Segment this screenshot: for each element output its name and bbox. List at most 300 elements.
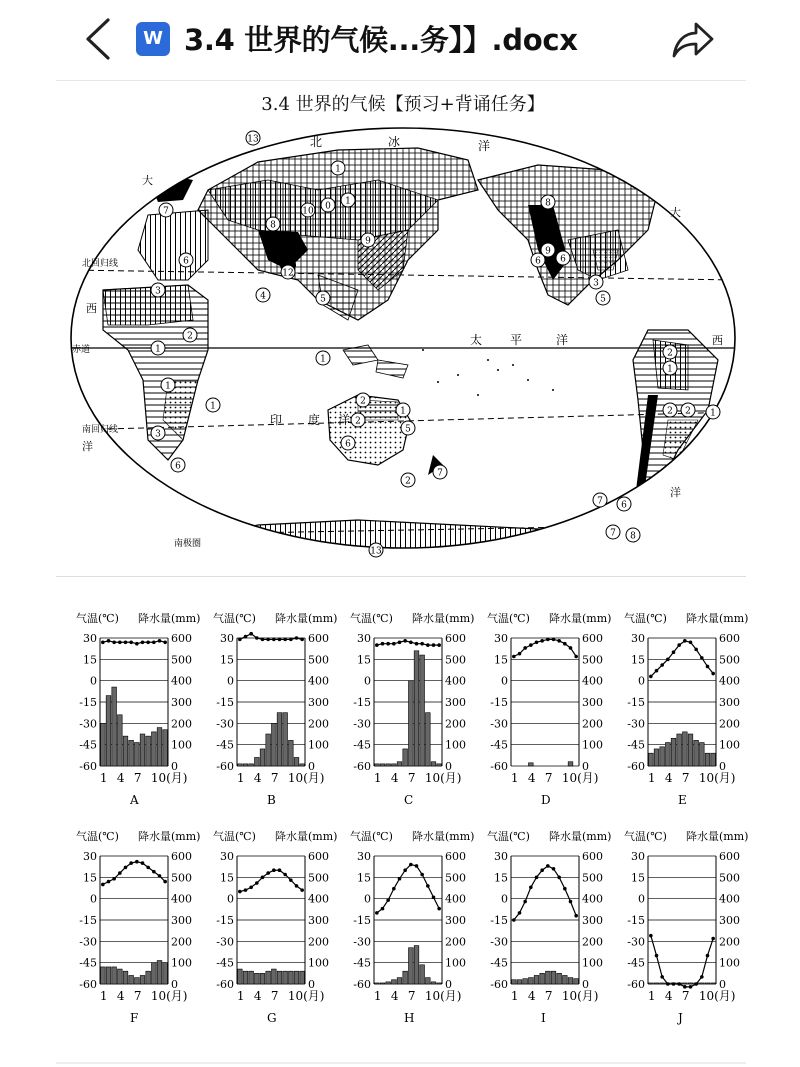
precip-bar	[568, 762, 573, 766]
ocean-sw-label: 洋	[82, 440, 93, 453]
precip-bar	[266, 971, 271, 984]
precip-tick: 400	[445, 674, 466, 688]
antarctic-circle-label: 南极圈	[174, 539, 202, 549]
temperature-point	[146, 866, 150, 870]
month-tick: 10(月)	[287, 989, 325, 1003]
temp-tick: 0	[501, 892, 508, 906]
svg-text:1: 1	[710, 408, 716, 419]
precip-bar	[272, 969, 277, 984]
precip-bar	[437, 983, 442, 984]
precip-tick: 200	[719, 717, 740, 731]
temp-tick: -15	[216, 914, 234, 927]
temp-tick: -60	[216, 760, 234, 773]
precip-tick: 400	[308, 892, 329, 906]
atlantic-big-east-label: 大	[670, 206, 681, 219]
precip-bar	[409, 948, 414, 984]
temp-axis-title: 气温(℃)	[213, 830, 256, 843]
temperature-point	[700, 656, 704, 660]
precip-bar	[705, 983, 710, 984]
temp-axis-title: 气温(℃)	[624, 612, 667, 625]
month-tick: 7	[270, 771, 279, 785]
precip-tick: 200	[719, 935, 740, 949]
precip-tick: 100	[719, 956, 740, 970]
precip-bar	[688, 983, 693, 984]
map-marker-33	[617, 497, 631, 511]
map-marker-27	[541, 195, 555, 209]
temp-tick: -30	[627, 935, 645, 949]
temperature-point	[420, 642, 424, 646]
precip-bar	[386, 764, 391, 766]
temperature-point	[163, 640, 167, 644]
month-tick: 1	[99, 771, 108, 785]
map-marker-4	[266, 217, 280, 231]
precip-bar	[557, 973, 562, 984]
precip-bar	[700, 743, 705, 766]
precip-bar	[437, 764, 442, 766]
temp-tick: -45	[490, 738, 508, 752]
precip-tick: 400	[719, 892, 740, 906]
share-button[interactable]	[664, 16, 716, 64]
precip-tick: 600	[445, 850, 466, 863]
precip-tick: 100	[445, 738, 466, 752]
temperature-point	[152, 640, 156, 644]
temperature-point	[255, 881, 259, 885]
temp-axis-title: 气温(℃)	[487, 612, 530, 625]
chart-letter-label: B	[267, 793, 276, 807]
temp-axis-title: 气温(℃)	[350, 612, 393, 625]
month-tick: 7	[407, 989, 416, 1003]
temperature-point	[535, 876, 539, 880]
map-marker-25	[316, 351, 330, 365]
ocean-se-label: 洋	[670, 486, 681, 499]
precip-tick: 0	[445, 760, 452, 773]
temp-tick: -60	[353, 760, 371, 773]
precip-bar	[266, 734, 271, 766]
precip-tick: 0	[171, 978, 178, 991]
month-tick: 1	[99, 989, 108, 1003]
temperature-point	[300, 638, 304, 642]
month-tick: 4	[527, 989, 536, 1003]
month-tick: 4	[664, 771, 673, 785]
indian-label-2: 度	[308, 413, 321, 427]
temperature-point	[152, 870, 156, 874]
map-marker-6	[179, 253, 193, 267]
temp-axis-title: 气温(℃)	[76, 830, 119, 843]
svg-text:1: 1	[155, 344, 161, 355]
temperature-point	[660, 663, 664, 667]
precip-tick: 100	[171, 738, 192, 752]
precip-bar	[249, 971, 254, 984]
temperature-line	[377, 865, 439, 913]
temp-tick: 15	[494, 871, 508, 885]
temperature-point	[672, 982, 676, 986]
temperature-point	[107, 639, 111, 643]
temp-tick: -30	[216, 717, 234, 731]
precip-bar	[649, 753, 654, 766]
indian-label-1: 印	[270, 413, 283, 427]
month-tick: 4	[527, 771, 536, 785]
month-tick: 7	[544, 989, 553, 1003]
svg-text:2: 2	[685, 406, 691, 417]
precip-tick: 200	[308, 717, 329, 731]
temp-tick: 15	[83, 871, 97, 885]
chart-letter-label: F	[130, 1011, 139, 1025]
precip-bar	[157, 961, 162, 984]
temperature-point	[266, 871, 270, 875]
temp-tick: 30	[631, 632, 645, 645]
precip-tick: 300	[719, 696, 740, 709]
temp-tick: 15	[631, 871, 645, 885]
precip-tick: 0	[308, 978, 315, 991]
temp-tick: -60	[490, 760, 508, 773]
precip-bar	[129, 975, 134, 984]
precip-tick: 100	[582, 738, 603, 752]
temp-tick: 0	[227, 674, 234, 688]
temperature-point	[101, 883, 105, 887]
precip-bar	[243, 764, 248, 766]
precip-axis-title: 降水量(mm)	[412, 612, 475, 625]
temperature-point	[289, 638, 293, 642]
precip-axis-title: 降水量(mm)	[549, 612, 612, 625]
climate-charts-svg	[60, 600, 750, 1040]
temperature-point	[392, 642, 396, 646]
precip-tick: 500	[582, 653, 603, 667]
precip-bar	[540, 973, 545, 984]
month-tick: 10(月)	[698, 989, 736, 1003]
precip-bar	[243, 971, 248, 984]
precip-tick: 600	[719, 850, 740, 863]
temperature-point	[272, 868, 276, 872]
svg-text:6: 6	[175, 461, 181, 472]
precip-bar	[146, 736, 151, 766]
temperature-point	[552, 638, 556, 642]
map-marker-24	[433, 465, 447, 479]
svg-text:7: 7	[610, 528, 616, 539]
map-marker-10	[151, 283, 165, 297]
climate-chart-D	[487, 611, 611, 807]
precip-tick: 0	[308, 760, 315, 773]
svg-text:2: 2	[360, 396, 366, 407]
temperature-point	[426, 884, 430, 888]
precip-bar	[140, 975, 145, 984]
temp-tick: -15	[490, 696, 508, 709]
atlantic-big-label: 大	[142, 174, 153, 187]
temperature-point	[112, 640, 116, 644]
precip-bar	[431, 762, 436, 766]
temp-tick: -45	[216, 956, 234, 970]
temp-axis-title: 气温(℃)	[76, 612, 119, 625]
precip-bar	[135, 743, 140, 766]
temperature-point	[666, 658, 670, 662]
temperature-point	[569, 900, 573, 904]
climate-chart-I	[487, 829, 611, 1025]
month-tick: 10(月)	[561, 989, 599, 1003]
temperature-point	[398, 640, 402, 644]
precip-bar	[683, 732, 688, 766]
precip-bar	[426, 978, 431, 984]
precip-bar	[277, 713, 282, 766]
temperature-point	[272, 638, 276, 642]
temperature-point	[295, 636, 299, 640]
precip-bar	[118, 715, 123, 766]
map-marker-15	[161, 378, 175, 392]
temp-tick: 30	[631, 850, 645, 863]
temperature-point	[249, 885, 253, 889]
temp-tick: -60	[490, 978, 508, 991]
temp-tick: 15	[220, 653, 234, 667]
temp-tick: -15	[353, 696, 371, 709]
map-marker-39	[663, 345, 677, 359]
chart-letter-label: A	[130, 793, 139, 807]
temp-tick: -60	[79, 760, 97, 773]
precip-tick: 300	[171, 914, 192, 927]
temperature-point	[381, 907, 385, 911]
temperature-point	[426, 643, 430, 647]
temp-tick: 0	[364, 674, 371, 688]
temperature-point	[129, 640, 133, 644]
temperature-point	[557, 876, 561, 880]
precip-bar	[277, 971, 282, 984]
precip-tick: 600	[171, 632, 192, 645]
map-marker-19	[151, 426, 165, 440]
precip-bar	[397, 762, 402, 766]
temperature-point	[118, 871, 122, 875]
temperature-point	[295, 884, 299, 888]
precip-bar	[654, 983, 659, 984]
precip-tick: 300	[582, 696, 603, 709]
precip-tick: 100	[719, 738, 740, 752]
precip-bar	[255, 757, 260, 766]
precip-bar	[414, 946, 419, 984]
precip-tick: 600	[308, 632, 329, 645]
map-marker-35	[606, 525, 620, 539]
temp-tick: 30	[83, 850, 97, 863]
precip-bar	[375, 983, 380, 984]
temperature-point	[655, 669, 659, 673]
svg-text:1: 1	[335, 164, 341, 175]
doc-heading: 3.4 世界的气候【预习+背诵任务】	[261, 94, 545, 115]
temp-tick: -45	[79, 738, 97, 752]
precip-bar	[152, 732, 157, 766]
temp-tick: 30	[357, 632, 371, 645]
precip-bar	[403, 749, 408, 766]
month-tick: 7	[544, 771, 553, 785]
temp-tick: 0	[227, 892, 234, 906]
temperature-point	[403, 868, 407, 872]
precip-bar	[711, 983, 716, 984]
temp-tick: 0	[638, 674, 645, 688]
precip-bar	[283, 971, 288, 984]
temperature-point	[563, 642, 567, 646]
month-tick: 10(月)	[150, 771, 188, 785]
month-tick: 10(月)	[698, 771, 736, 785]
precip-tick: 200	[171, 935, 192, 949]
temperature-point	[540, 639, 544, 643]
svg-text:1: 1	[210, 401, 216, 412]
precip-tick: 200	[445, 717, 466, 731]
temp-tick: 0	[638, 892, 645, 906]
precip-tick: 600	[171, 850, 192, 863]
temp-tick: -45	[216, 738, 234, 752]
precip-tick: 500	[719, 871, 740, 885]
temperature-point	[300, 888, 304, 892]
temp-tick: -60	[79, 978, 97, 991]
month-tick: 10(月)	[150, 989, 188, 1003]
temperature-point	[432, 895, 436, 899]
precip-bar	[238, 969, 243, 984]
precip-bar	[666, 743, 671, 766]
svg-text:6: 6	[535, 256, 541, 267]
temperature-point	[666, 982, 670, 986]
svg-text:2: 2	[405, 476, 411, 487]
atlantic-west-label: 西	[86, 302, 97, 315]
temperature-point	[238, 638, 242, 642]
map-marker-2	[341, 193, 355, 207]
temp-tick: -60	[627, 760, 645, 773]
temperature-point	[158, 874, 162, 878]
month-tick: 10(月)	[424, 771, 462, 785]
map-marker-20	[171, 458, 185, 472]
svg-text:9: 9	[365, 236, 371, 247]
temp-tick: 0	[90, 674, 97, 688]
precip-tick: 300	[308, 914, 329, 927]
svg-text:1: 1	[400, 406, 406, 417]
temperature-point	[649, 675, 653, 679]
precip-bar	[260, 973, 265, 984]
month-tick: 10(月)	[287, 771, 325, 785]
month-tick: 4	[390, 989, 399, 1003]
map-marker-40	[706, 405, 720, 419]
precip-bar	[671, 738, 676, 766]
temperature-point	[135, 642, 139, 646]
temperature-point	[700, 975, 704, 979]
temperature-point	[655, 954, 659, 958]
precip-tick: 200	[582, 717, 603, 731]
chart-letter-label: E	[678, 793, 687, 807]
precip-tick: 100	[582, 956, 603, 970]
temperature-point	[677, 643, 681, 647]
svg-text:5: 5	[320, 294, 326, 305]
temperature-point	[244, 635, 248, 639]
back-button[interactable]	[76, 14, 120, 64]
temp-tick: 0	[364, 892, 371, 906]
precip-tick: 500	[445, 871, 466, 885]
precip-tick: 100	[445, 956, 466, 970]
chart-letter-label: I	[541, 1011, 546, 1025]
svg-text:4: 4	[260, 291, 266, 302]
month-tick: 1	[373, 771, 382, 785]
precip-tick: 400	[582, 892, 603, 906]
temperature-point	[386, 898, 390, 902]
precip-bar	[523, 979, 528, 984]
precip-tick: 500	[171, 653, 192, 667]
chevron-left-icon	[76, 14, 120, 64]
precip-bar	[101, 967, 106, 984]
month-tick: 7	[270, 989, 279, 1003]
svg-text:5: 5	[405, 424, 411, 435]
precip-bar	[163, 963, 168, 984]
temp-tick: 0	[90, 892, 97, 906]
temperature-point	[432, 643, 436, 647]
temperature-point	[158, 639, 162, 643]
antarctica-landmass	[188, 520, 618, 576]
precip-bar	[380, 983, 385, 984]
temperature-point	[415, 642, 419, 646]
temperature-line	[240, 634, 302, 640]
word-doc-icon: W	[136, 22, 170, 56]
map-marker-7	[281, 265, 295, 279]
map-marker-38	[531, 253, 545, 267]
month-tick: 1	[510, 989, 519, 1003]
temp-tick: 15	[220, 871, 234, 885]
temperature-point	[261, 638, 265, 642]
precip-bar	[289, 740, 294, 766]
temp-tick: 15	[494, 653, 508, 667]
precip-bar	[157, 728, 162, 766]
map-marker-1	[331, 161, 345, 175]
temperature-point	[118, 640, 122, 644]
map-marker-41	[626, 528, 640, 542]
precip-bar	[705, 753, 710, 766]
temperature-point	[415, 864, 419, 868]
temperature-point	[512, 918, 516, 922]
temp-tick: -15	[216, 696, 234, 709]
temperature-line	[377, 641, 439, 645]
temp-tick: -45	[490, 956, 508, 970]
month-tick: 1	[236, 989, 245, 1003]
precip-tick: 600	[582, 850, 603, 863]
document-title[interactable]: 3.4 世界的气候...务】】.docx	[184, 23, 578, 57]
precip-bar	[112, 687, 117, 766]
temperature-point	[437, 907, 441, 911]
precip-bar	[163, 730, 168, 766]
chart-letter-label: D	[541, 793, 551, 807]
map-marker-5	[159, 203, 173, 217]
precip-bar	[512, 980, 517, 984]
precip-bar	[660, 747, 665, 766]
temperature-point	[574, 914, 578, 918]
month-tick: 4	[390, 771, 399, 785]
precip-bar	[563, 975, 568, 984]
temperature-point	[523, 900, 527, 904]
precip-tick: 100	[308, 956, 329, 970]
map-marker-23	[401, 421, 415, 435]
temperature-point	[512, 655, 516, 659]
temp-tick: -15	[490, 914, 508, 927]
temp-tick: 30	[357, 850, 371, 863]
temp-tick: 30	[83, 632, 97, 645]
map-marker-34	[556, 251, 570, 265]
temp-tick: 30	[220, 632, 234, 645]
svg-text:2: 2	[187, 331, 193, 342]
month-tick: 10(月)	[424, 989, 462, 1003]
chart-letter-label: J	[678, 1011, 683, 1025]
svg-text:3: 3	[155, 429, 161, 440]
precip-tick: 600	[445, 632, 466, 645]
map-marker-31	[663, 403, 677, 417]
precip-tick: 200	[582, 935, 603, 949]
temp-tick: -30	[353, 935, 371, 949]
temperature-point	[392, 887, 396, 891]
temperature-point	[546, 638, 550, 642]
svg-text:7: 7	[437, 468, 443, 479]
climate-chart-B	[213, 611, 337, 807]
svg-text:6: 6	[621, 500, 627, 511]
temp-axis-title: 气温(℃)	[624, 830, 667, 843]
precip-bar	[688, 734, 693, 766]
map-marker-18	[396, 403, 410, 417]
temperature-point	[409, 863, 413, 867]
